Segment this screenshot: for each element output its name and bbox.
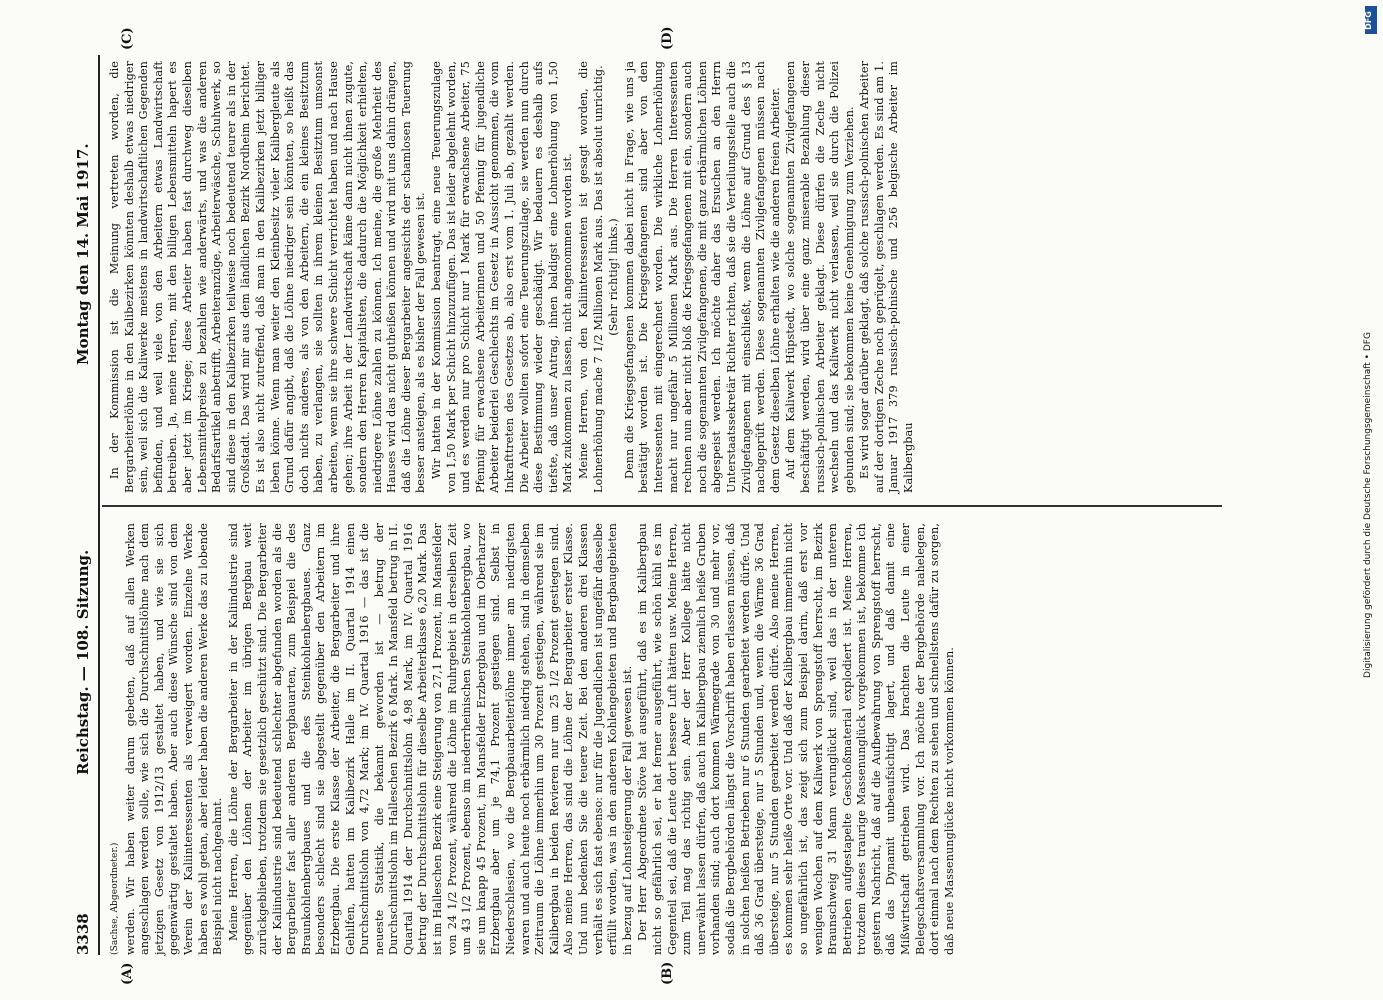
right-column	[108, 61, 918, 493]
paragraph: Der Herr Abgeordnete Stöve hat ausgeführt, daß es im Kalibergbau nicht so gefährlich sei, er hat ferner ausgeführt, wie schön kühl es im Gegenteil sei, daß die Leute dort bessere Luft hätten usw. Meine Herren, zum Teil mag das richtig sein. Aber der Herr Kollege hätte nicht unerwähnt lassen dürfen, daß auch im Kalibergbau ziemlich heiße Gruben vorhanden sind; auch dort kommen Wärmegrade von 30 und mehr vor, sodaß die Bergbehörden längst die Vorschrift haben erlassen müssen, daß in solchen heißen Betrieben nur 6 Stunden gearbeitet werden dürfe. Und daß 36 Grad übersteige, nur 5 Stunden und, wenn die Wärme 36 Grad übersteige, nur 5 Stunden gearbeitet werden dürfe. Also meine Herren, es kommen sehr heiße Orte vor. Und daß der Kalibergbau immerhin nicht so ungefährlich ist, das zeigt sich zum Beispiel darin, daß erst vor wenigen Wochen auf dem Kaliwerk von Sprengstoff herrscht, im Bezirk Braunschweig 31 Mann verunglückt sind, weil das in der unteren Betrieben aufgestapelte Geschoßmaterial explodiert ist. Meine Herren, trotzdem dieses traurige Massenunglück vorgekommen ist, bekomme ich gestern Nachricht, daß auf die Aufbewahrung von Sprengstoff herrscht, daß das Dynamit unbeaufsichtigt lagert, und daß damit eine Mißwirtschaft getrieben wird. Das brachten die Leute in einer Belegschaftsversammlung vor. Ich möchte der Bergbehörde nahelegen, dort einmal nach dem Rechten zu sehen und schnellstens dafür zu sorgen, daß neue Massenunglücke nicht vorkommen können.	[636, 523, 956, 955]
paragraph: Meine Herren, die Löhne der Bergarbeiter in der Kaliindustrie sind gegenüber den Löhnen der Arbeiter im übrigen Bergbau weit zurückgeblieben, trotzdem sie gesetzlich geschützt sind. Die Bergarbeiter der Kaliindustrie sind bedeutend schlechter abgefunden worden als die Bergarbeiter fast aller anderen Bergbauarten, zum Beispiel die des Braunkohlenbergbaues und die des Steinkohlenbergbaues. Ganz besonders schlecht sind sie abgestellt gegenüber den Arbeitern im Erzbergbau. Die erste Klasse der Arbeiter, die Bergarbeiter und ihre Gehilfen, hatten im Kalibezirk Halle im II. Quartal 1914 einen Durchschnittslohn von 4,72 Mark; im IV. Quartal 1916 — das ist die neueste Statistik, die bekannt geworden ist — betrug der Durchschnittslohn im Halleschen Bezirk 6 Mark. In Mansfeld betrug in II. Quartal 1914 der Durchschnittslohn 4,98 Mark, im IV. Quartal 1916 betrug der Durchschnittslohn für dieselbe Arbeiterklasse 6,20 Mark. Das ist im Halleschen Bezirk eine Steigerung von 27,1 Prozent, im Mansfelder von 24 1/2 Prozent, während die Löhne im Ruhrgebiet in derselben Zeit um 43 1/2 Prozent, ebenso im niederrheinischen Steinkohlenbergbau, wo sie um knapp 45 Prozent, im Mansfelder Erzbergbau und im Oberharzer Erzbergbau aber um je 74,1 Prozent gestiegen sind. Selbst in Niederschlesien, wo die Bergbauarbeiterlöhne immer am niedrigsten waren und auch heute noch erbärmlich niedrig stehen, sind in demselben Zeitraum die Löhne immerhin um 30 Prozent gestiegen, während sie im Kalibergbau in beiden Revieren nur um 25 1/2 Prozent gestiegen sind. Also meine Herren, das sind die Löhne der Bergarbeiter erster Klasse. Und nun bedenken Sie die teuere Zeit. Bei den anderen drei Klassen verhält es sich fast ebenso: nur für die Jugendlichen ist ungefähr dasselbe erfüllt worden, was in den anderen Kohlengebieten und Bergbaugebieten in bezug auf Lohnsteigerung der Fall gewesen ist.	[226, 523, 634, 955]
speaker-label: (Sachse, Abgeordneter.)	[110, 842, 120, 955]
paragraph: Meine Herren, von den Kaliinteressenten ist gesagt worden, die Lohnerhöhung mache 7 1/2 Millionen Mark aus. Das ist absolut unrichtig.	[577, 61, 605, 493]
header-right-title: Montag den 14. Mai 1917.	[74, 143, 92, 365]
margin-marker-b: (B)	[660, 961, 675, 985]
rotated-page	[70, 26, 1300, 985]
header-rule	[98, 55, 100, 955]
margin-marker-a: (A)	[120, 962, 135, 985]
header-left-title: Reichstag. — 108. Sitzung.	[74, 549, 92, 775]
paragraph: Auf dem Kaliwerk Hüpstedt, wo solche sogenannten Zivilgefangenen beschäftigt werden, wird über eine ganz miserable Bezahlung dieser russisch-polnischen Arbeiter geklagt. Diese dürfen die Zeche nicht wechseln und das Kaliwerk nicht verlassen, weil sie durch die Polizei gebunden sind; sie bekommen keine Genehmigung zum Verziehen.	[784, 61, 856, 493]
paragraph: Wir hatten in der Kommission beantragt, eine neue Teuerungszulage von 1,50 Mark per Schicht hinzuzufügen. Das ist leider abgelehnt worden, und es werden nur pro Schicht nur 1 Mark für erwachsene Arbeiter, 75 Pfennig für erwachsene Arbeiterinnen und 50 Pfennig für jugendliche Arbeiter beiderlei Geschlechts im Gesetz in Aussicht genommen, die vom Inkrafttreten des Gesetzes ab, also erst vom 1. Juli ab, gezahlt werden. Die Arbeiter wollten sofort eine Teuerungszulage, sie werden nun durch diese Bestimmung wieder geschädigt. Wir bedauern es deshalb aufs tiefste, daß unser Antrag, ihnen baldigst eine Lohnerhöhung von 1,50 Mark zukommen zu lassen, nicht angenommen worden ist.	[430, 61, 575, 493]
dfg-logo: DFG	[1365, 6, 1377, 34]
margin-marker-d: (D)	[660, 26, 675, 50]
page-number: 3338	[74, 913, 92, 955]
paragraph: Denn die Kriegsgefangenen kommen dabei nicht in Frage, wie uns ja bestätigt worden ist. Die Kriegsgefangenen sind aber von den Interessenten mit eingerechnet worden. Die wirkliche Lohnerhöhung macht nur ungefähr 5 Millionen Mark aus. Die Herren Interessenten rechnen nun aber nicht bloß die Kriegsgefangenen mit ein, sondern auch noch die sogenannten Zivilgefangenen, die mit ganz erbärmlichen Löhnen abgespeist werden. Ich möchte daher das Ersuchen an den Herrn Unterstaatssekretär Richter richten, daß sie die Verteilungsstelle auch die Zivilgefangenen mit einschließt, wenn die Löhne auf Grund des § 13 nachgeprüft werden. Diese sogenannten Zivilgefangenen müssen nach dem Gesetz dieselben Löhne erhalten wie die anderen freien Arbeiter.	[622, 61, 782, 493]
paragraph: Es wird sogar darüber geklagt, daß solche russisch-polnischen Arbeiter auf der dortigen Zeche noch geprügelt, geschlagen werden. Es sind am 1. Januar 1917 379 russisch-polnische und 256 belgische Arbeiter im Kalibergbau	[858, 61, 916, 493]
interjection: (Sehr richtig! links.)	[607, 218, 621, 336]
column-divider	[102, 506, 1222, 508]
left-column	[108, 523, 958, 955]
page-header	[70, 55, 100, 955]
digitization-credit: Digitalisierung gefördert durch die Deutsche Forschungsgemeinschaft • DFG	[1363, 332, 1373, 678]
paragraph: werden. Wir haben weiter darum gebeten, daß auf allen Werken angeschlagen werden solle, wie sich die Durchschnittslöhne nach dem jetzigen Gesetz von 1912/13 gestaltet haben, und wie sie sich gegenwärtig gestaltet haben. Aber auch diese Wünsche sind von dem Verein der Kaliinteressenten als verweigert worden. Einzelne Werke haben es wohl getan, aber leider haben die anderen Werke das zu lobende Beispiel nicht nachgeahmt.	[123, 523, 225, 955]
paragraph: In der Kommission ist die Meinung vertreten worden, die Bergarbeiterlöhne in den Kalibezirken könnten deshalb etwas niedriger sein, weil sich die Kaliwerke meistens in landwirtschaftlichen Gegenden befinden, und weil viele von den Arbeitern etwas Landwirtschaft betreiben. Ja, meine Herren, mit den billigen Lebensmitteln hapert es aber jetzt im Kriege; diese Arbeiter haben fast durchweg dieselben Lebensmittelpreise zu bezahlen wie anderwärts, und was die anderen Bedarfsartikel anbetrifft, Arbeiteranzüge, Arbeiterwäsche, Schuhwerk, so sind diese in den Kalibezirken teilweise noch bedeutend teurer als in der Großstadt. Das wird mir aus dem ländlichen Bezirk Nordheim berichtet. Es ist also nicht zutreffend, daß man in den Kalibezirken jetzt billiger leben könne. Wenn man weiter den Kleinbesitz vieler Kalibergleute als Grund dafür angibt, daß die Löhne niedriger sein könnten, so heißt das doch nichts anderes, als von den Arbeitern, die ein kleines Besitztum haben, zu verlangen, sie sollten in ihrem kleinen Besitztum umsonst arbeiten, wenn sie ihre schwere Schicht verrichtet haben und nach Hause gehen; ihre Arbeit in der Landwirtschaft käme dann nicht ihnen zugute, sondern den Herren Kapitalisten, die dadurch die Möglichkeit erhielten, niedrigere Löhne zahlen zu können. Ich meine, die große Mehrheit des Hauses wird das nicht gutheißen können und wird mit uns dahin drängen, daß die Löhne dieser Bergarbeiter angesichts der schamlosen Teuerung besser ansteigen, als es bisher der Fall gewesen ist.	[108, 61, 428, 493]
margin-marker-c: (C)	[120, 27, 135, 50]
